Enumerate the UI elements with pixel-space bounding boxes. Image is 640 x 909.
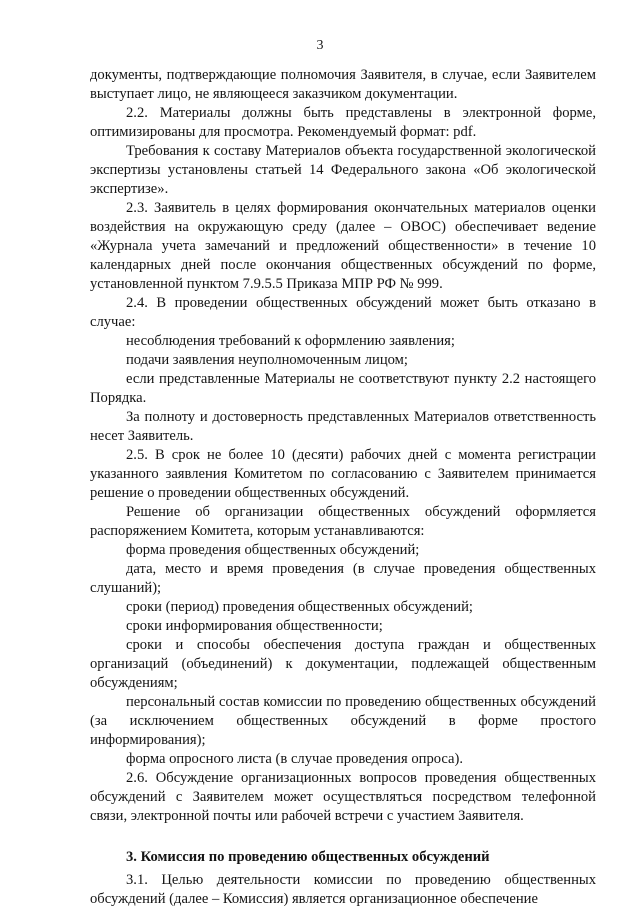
list-item-decision-2: дата, место и время проведения (в случае проведения общественных слушаний);	[90, 561, 596, 596]
document-body	[90, 66, 596, 909]
section-3-heading: 3. Комиссия по проведению общественных обсуждений	[126, 849, 490, 865]
page-number: 3	[316, 38, 324, 53]
list-item-refusal-3: если представленные Материалы не соответствуют пункту 2.2 настоящего Порядка.	[90, 371, 596, 406]
list-item-decision-3: сроки (период) проведения общественных обсуждений;	[126, 599, 473, 615]
paragraph-2-5: 2.5. В срок не более 10 (десяти) рабочих дней с момента регистрации указанного заявления Комитетом по согласованию с Заявителем принимается решение о проведении общественных обсуждений.	[90, 447, 596, 501]
paragraph-2-6: 2.6. Обсуждение организационных вопросов проведения общественных обсуждений с Заявителем может осуществляться посредством телефонной связи, электронной почты или рабочей встречи с участием Заявителя.	[90, 770, 596, 824]
list-item-refusal-1: несоблюдения требований к оформлению заявления;	[126, 333, 455, 349]
paragraph-2-2: 2.2. Материалы должны быть представлены в электронной форме, оптимизированы для просмотра. Рекомендуемый формат: pdf.	[90, 105, 596, 140]
paragraph-decision: Решение об организации общественных обсуждений оформляется распоряжением Комитета, которым устанавливаются:	[90, 504, 596, 539]
paragraph-3-1: 3.1. Целью деятельности комиссии по проведению общественных обсуждений (далее – Комиссия) является организационное обеспечение	[90, 872, 596, 907]
paragraph-continuation: документы, подтверждающие полномочия Заявителя, в случае, если Заявителем выступает лицо, не являющееся заказчиком документации.	[90, 67, 596, 102]
paragraph-requirements: Требования к составу Материалов объекта государственной экологической экспертизы установлены статьей 14 Федерального закона «Об экологической экспертизе».	[90, 143, 596, 197]
list-item-refusal-2: подачи заявления неуполномоченным лицом;	[126, 352, 408, 368]
list-item-decision-7: форма опросного листа (в случае проведения опроса).	[126, 751, 464, 767]
list-item-decision-5: сроки и способы обеспечения доступа граждан и общественных организаций (объединений) к документации, подлежащей общественным обсуждениям;	[90, 637, 596, 691]
paragraph-2-3: 2.3. Заявитель в целях формирования окончательных материалов оценки воздействия на окружающую среду (далее – ОВОС) обеспечивает ведение «Журнала учета замечаний и предложений общественности» в течение 10 календарных дней после окончания общественных обсуждений по форме, установленной пунктом 7.9.5.5 Приказа МПР РФ № 999.	[90, 200, 596, 292]
paragraph-2-4: 2.4. В проведении общественных обсуждений может быть отказано в случае:	[90, 295, 596, 330]
list-item-decision-1: форма проведения общественных обсуждений;	[126, 542, 420, 558]
list-item-decision-6: персональный состав комиссии по проведению общественных обсуждений (за исключением общественных обсуждений в форме простого информирования);	[90, 694, 596, 748]
paragraph-responsibility: За полноту и достоверность представленных Материалов ответственность несет Заявитель.	[90, 409, 596, 444]
list-item-decision-4: сроки информирования общественности;	[126, 618, 383, 634]
